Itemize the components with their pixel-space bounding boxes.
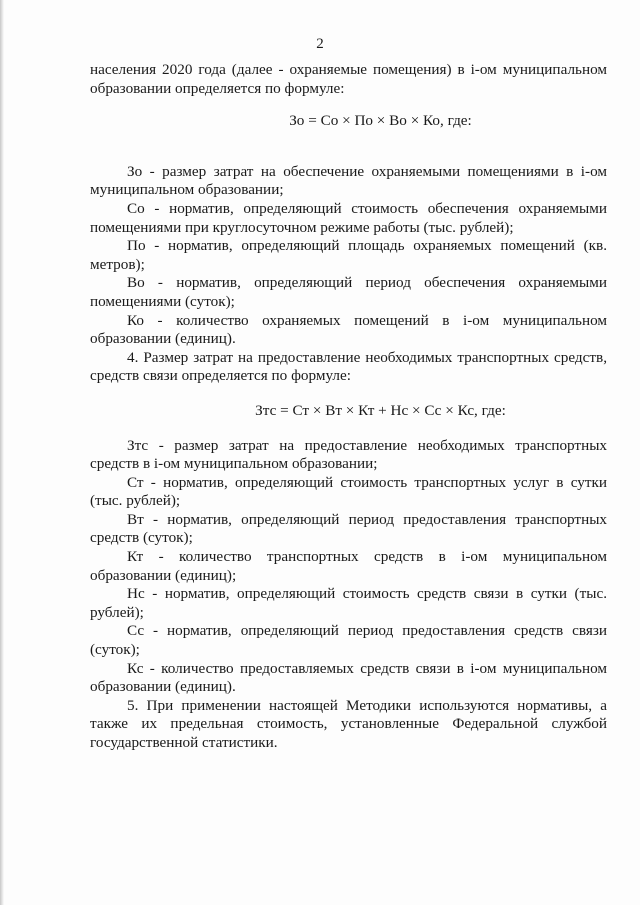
definition-so: Со - норматив, определяющий стоимость обеспечения охраняемыми помещениями при круглосуточном режиме работы (тыс. рублей);: [90, 199, 607, 236]
paragraph-item-4: 4. Размер затрат на предоставление необходимых транспортных средств, средств связи определяется по формуле:: [90, 348, 607, 385]
definition-po: По - норматив, определяющий площадь охраняемых помещений (кв. метров);: [90, 237, 607, 273]
definition-vo: Во - норматив, определяющий период обеспечения охраняемыми помещениями (суток);: [90, 274, 607, 310]
definition-ss: Сс - норматив, определяющий период предоставления средств связи (суток);: [90, 622, 607, 659]
document-body: [90, 61, 607, 753]
formula-security-premises: Зо = Со × По × Во × Ко, где:: [289, 112, 472, 130]
definition-vt: Вт - норматив, определяющий период предоставления транспортных средств (суток);: [90, 510, 607, 547]
paragraph-continuation: населения 2020 года (далее - охраняемые помещения) в i-ом муниципальном образовании определяется по формуле:: [90, 61, 607, 97]
definition-ko: Ко - количество охраняемых помещений в i-ом муниципальном образовании (единиц).: [90, 311, 607, 348]
definition-ns: Нс - норматив, определяющий стоимость средств связи в сутки (тыс. рублей);: [90, 585, 607, 621]
definition-zts: Зтс - размер затрат на предоставление необходимых транспортных средств в i-ом муниципальном образовании;: [90, 436, 607, 473]
definition-st: Ст - норматив, определяющий стоимость транспортных услуг в сутки (тыс. рублей);: [90, 473, 607, 510]
scan-edge-shadow: [0, 0, 4, 905]
formula-transport-communications: Зтс = Ст × Вт × Кт + Нс × Сс × Кс, где:: [255, 401, 506, 419]
paragraph-item-5: 5. При применении настоящей Методики используются нормативы, а также их предельная стоимость, установленные Федеральной службой государственной статистики.: [90, 696, 607, 751]
definition-ks: Кс - количество предоставляемых средств связи в i-ом муниципальном образовании (единиц).: [90, 659, 607, 696]
definition-zo: Зо - размер затрат на обеспечение охраняемыми помещениями в i-ом муниципальном образовании;: [90, 162, 607, 199]
definition-kt: Кт - количество транспортных средств в i-ом муниципальном образовании (единиц);: [90, 548, 607, 584]
page-number: 2: [316, 36, 324, 52]
